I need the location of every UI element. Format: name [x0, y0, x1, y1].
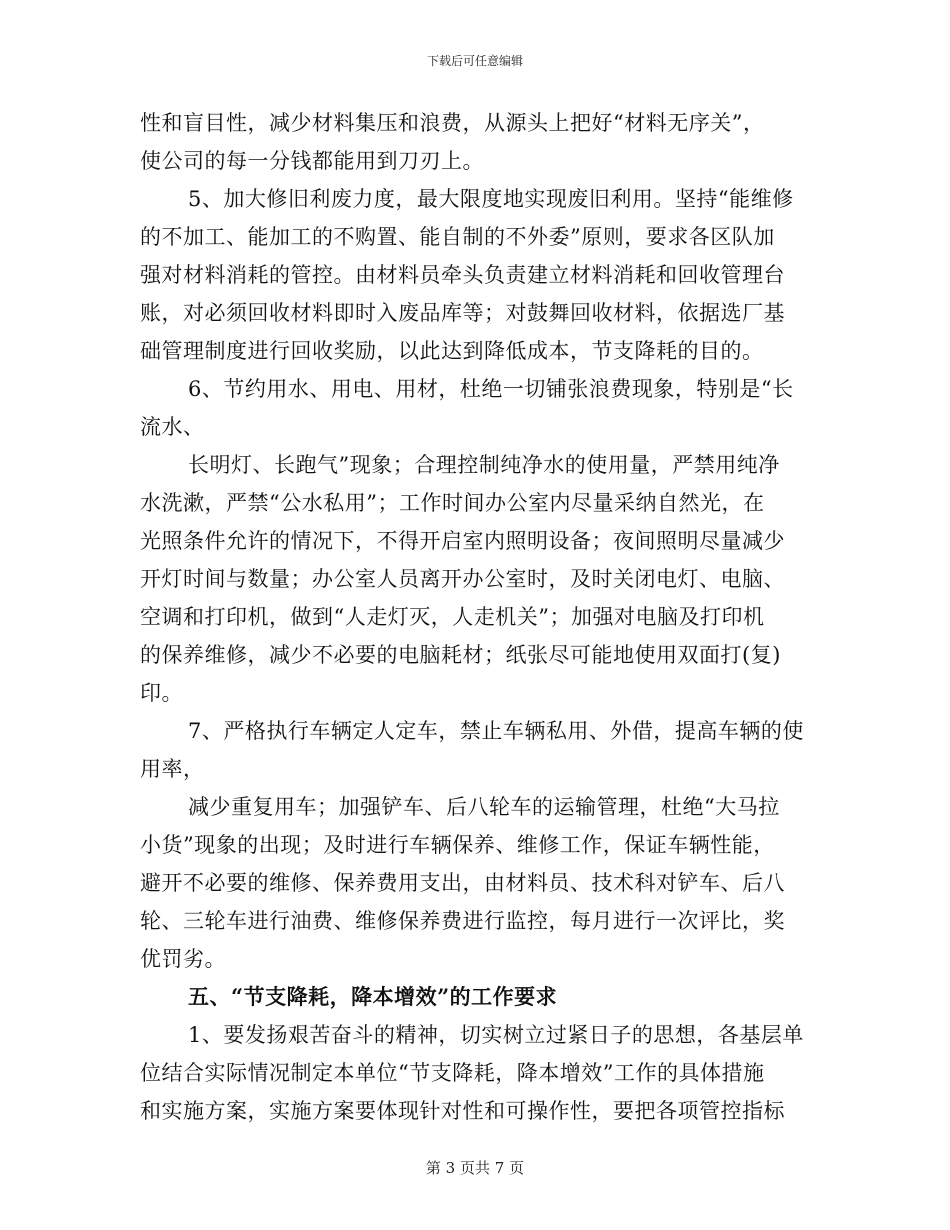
text-line: 强对材料消耗的管控。由材料员牵头负责建立材料消耗和回收管理台: [140, 263, 785, 287]
text-line: 7、严格执行车辆定人定车，禁止车辆私用、外借，提高车辆的使: [188, 719, 804, 743]
text-line: 流水、: [140, 415, 205, 439]
text-line: 印。: [140, 681, 183, 705]
page-footer: 第 3 页共 7 页: [425, 1159, 525, 1177]
document-body: [140, 104, 808, 1130]
text-line: 的不加工、能加工的不购置、能自制的不外委”原则，要求各区队加: [140, 225, 775, 249]
text-line: 小货”现象的出现；及时进行车辆保养、维修工作，保证车辆性能，: [140, 833, 775, 857]
text-line: 优罚劣。: [140, 947, 226, 971]
text-line: 光照条件允许的情况下，不得开启室内照明设备；夜间照明尽量减少: [140, 529, 785, 553]
text-line: 空调和打印机，做到“人走灯灭，人走机关”；加强对电脑及打印机: [140, 605, 765, 629]
section-heading: 五、“节支降耗，降本增效”的工作要求: [188, 984, 558, 1009]
text-line: 位结合实际情况制定本单位“节支降耗，降本增效”工作的具体措施: [140, 1061, 765, 1085]
text-line: 1、要发扬艰苦奋斗的精神，切实树立过紧日子的思想，各基层单: [188, 1023, 804, 1047]
text-line: 账，对必须回收材料即时入废品库等；对鼓舞回收材料，依据选厂基: [140, 301, 785, 325]
text-line: 5、加大修旧利废力度，最大限度地实现废旧利用。坚持“能维修: [188, 187, 794, 211]
text-line: 使公司的每一分钱都能用到刀刃上。: [140, 149, 484, 173]
text-line: 避开不必要的维修、保养费用支出，由材料员、技术科对铲车、后八: [140, 871, 785, 895]
text-line: 长明灯、长跑气”现象；合理控制纯净水的使用量，严禁用纯净: [188, 453, 780, 477]
page-header: 下载后可任意编辑: [426, 54, 523, 68]
text-line: 开灯时间与数量；办公室人员离开办公室时，及时关闭电灯、电脑、: [140, 567, 785, 591]
text-line: 水洗漱，严禁“公水私用”；工作时间办公室内尽量采纳自然光，在: [140, 491, 765, 515]
text-line: 6、节约用水、用电、用材，杜绝一切铺张浪费现象，特别是“长: [188, 377, 794, 401]
text-line: 的保养维修，减少不必要的电脑耗材；纸张尽可能地使用双面打(复): [140, 643, 781, 667]
text-line: 轮、三轮车进行油费、维修保养费进行监控，每月进行一次评比，奖: [140, 909, 785, 933]
text-line: 减少重复用车；加强铲车、后八轮车的运输管理，杜绝“大马拉: [188, 795, 780, 819]
text-line: 础管理制度进行回收奖励，以此达到降低成本，节支降耗的目的。: [140, 339, 764, 363]
text-line: 用率，: [140, 757, 205, 781]
text-line: 性和盲目性，减少材料集压和浪费，从源头上把好“材料无序关”，: [140, 111, 765, 135]
text-line: 和实施方案，实施方案要体现针对性和可操作性，要把各项管控指标: [140, 1099, 785, 1123]
